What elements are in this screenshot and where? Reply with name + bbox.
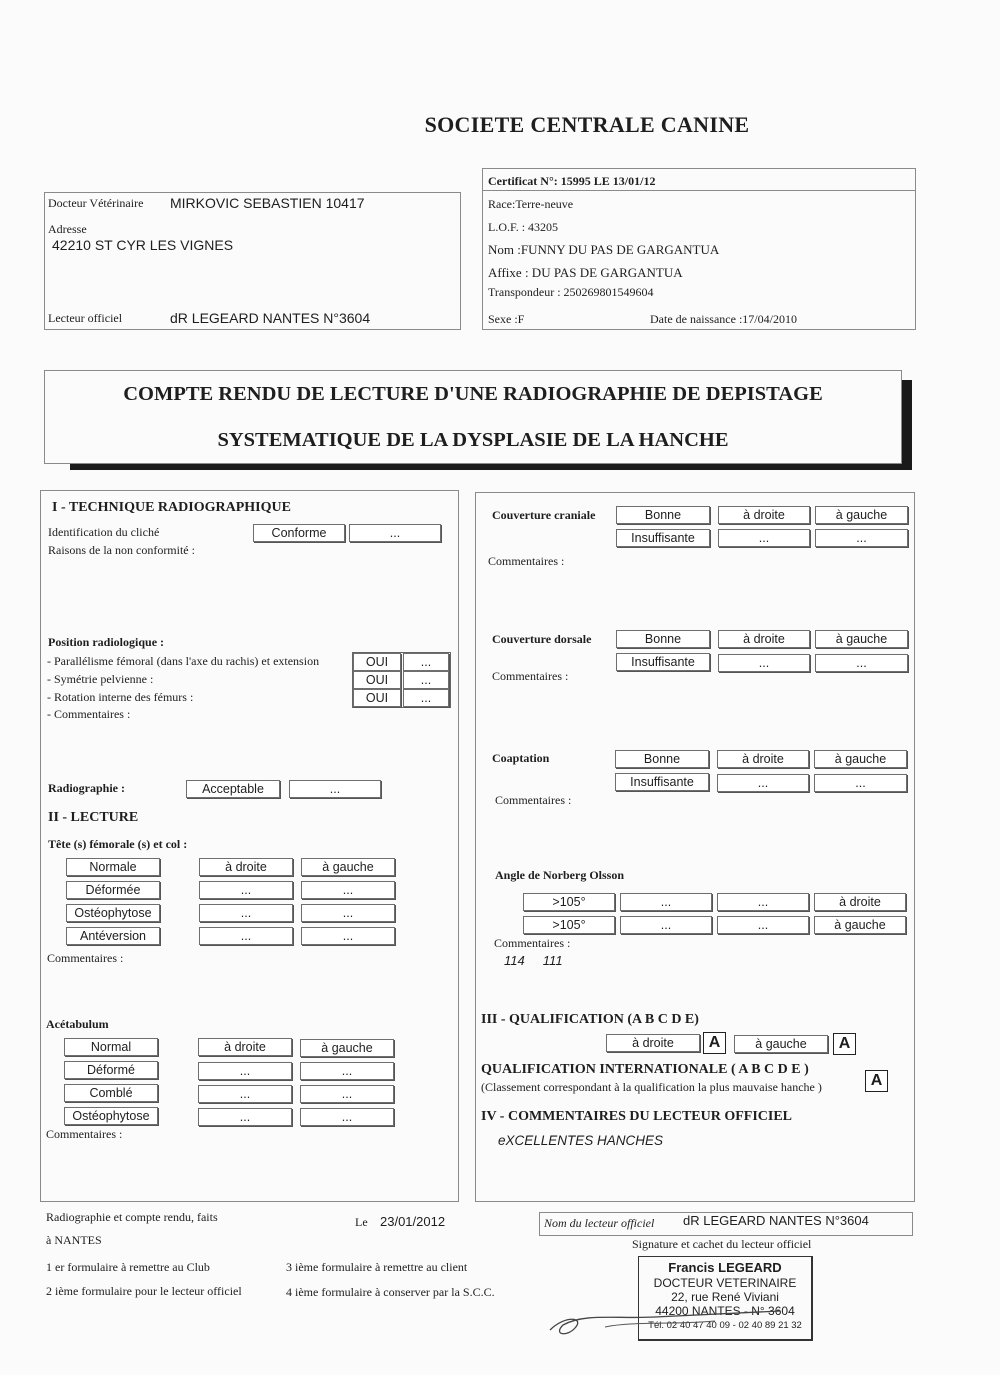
coaptation-right-2[interactable]: ...	[717, 774, 809, 792]
stamp-street: 22, rue René Viviani	[671, 1290, 779, 1304]
qualification-left-grade[interactable]: A	[833, 1033, 856, 1055]
form-3: 3 ième formulaire à remettre au client	[286, 1260, 468, 1274]
position-yes[interactable]: OUI	[353, 689, 401, 707]
tete-comments: Commentaires :	[47, 951, 124, 965]
position-row-label: - Rotation interne des fémurs :	[47, 690, 194, 704]
craniale-left[interactable]: à gauche	[815, 506, 908, 524]
tete-left[interactable]: ...	[301, 881, 395, 899]
coaptation-label: Coaptation	[492, 751, 550, 765]
technique-title: I - TECHNIQUE RADIOGRAPHIQUE	[52, 500, 291, 515]
banner-line-1: COMPTE RENDU DE LECTURE D'UNE RADIOGRAPHIE DE DEPISTAGE	[123, 383, 823, 405]
identification-other[interactable]: ...	[349, 524, 441, 542]
acetabulum-left[interactable]: ...	[300, 1085, 394, 1103]
qualification-left-label: à gauche	[734, 1035, 828, 1053]
acetabulum-option[interactable]: Comblé	[64, 1084, 158, 1102]
dorsale-comments: Commentaires :	[492, 669, 569, 683]
acetabulum-right[interactable]: ...	[198, 1062, 292, 1080]
form-4: 4 ième formulaire à conserver par la S.C.C.	[286, 1285, 495, 1299]
qualification-title: III - QUALIFICATION (A B C D E)	[481, 1012, 699, 1027]
position-row-label: - Parallélisme fémoral (dans l'axe du rachis) et extension	[47, 654, 320, 668]
position-yes[interactable]: OUI	[353, 653, 401, 671]
certificate-lof: L.O.F. : 43205	[488, 220, 559, 234]
craniale-label: Couverture craniale	[492, 508, 596, 522]
stamp-city: 44200 NANTES - N° 3604	[655, 1304, 795, 1318]
certificate-birthdate: Date de naissance :17/04/2010	[650, 312, 797, 326]
coaptation-bonne[interactable]: Bonne	[615, 750, 709, 768]
craniale-right[interactable]: à droite	[718, 506, 810, 524]
document-title: SOCIETE CENTRALE CANINE	[424, 112, 750, 137]
dorsale-left[interactable]: à gauche	[815, 630, 908, 648]
position-other[interactable]: ...	[403, 653, 449, 671]
banner	[44, 370, 902, 464]
acetabulum-left[interactable]: ...	[300, 1062, 394, 1080]
position-other[interactable]: ...	[403, 689, 449, 707]
acetabulum-title: Acétabulum	[46, 1017, 109, 1031]
raisons-label: Raisons de la non conformité :	[48, 543, 195, 557]
intl-qualification-grade[interactable]: A	[865, 1070, 888, 1092]
reader-label: Lecteur officiel	[48, 311, 123, 325]
acetabulum-left[interactable]: à gauche	[300, 1039, 394, 1057]
lecture-title: II - LECTURE	[48, 810, 139, 825]
tete-option[interactable]: Antéversion	[66, 927, 160, 945]
stamp-title: DOCTEUR VETERINAIRE	[653, 1276, 797, 1290]
craniale-left-2[interactable]: ...	[815, 529, 908, 547]
norberg-side[interactable]: à droite	[814, 893, 906, 911]
coaptation-right[interactable]: à droite	[717, 750, 809, 768]
dorsale-bonne[interactable]: Bonne	[616, 630, 710, 648]
tete-right[interactable]: ...	[199, 881, 293, 899]
tete-left[interactable]: ...	[301, 904, 395, 922]
norberg-angle[interactable]: >105°	[523, 893, 615, 911]
norberg-angle[interactable]: >105°	[523, 916, 615, 934]
certificate-sexe: Sexe :F	[488, 312, 525, 326]
certificate-race: Race:Terre-neuve	[488, 197, 574, 211]
craniale-comments: Commentaires :	[488, 554, 565, 568]
intl-qualification-note: (Classement correspondant à la qualification la plus mauvaise hanche )	[481, 1080, 822, 1094]
reader-value: dR LEGEARD NANTES N°3604	[170, 310, 371, 326]
acetabulum-comments: Commentaires :	[46, 1127, 123, 1141]
norberg-label: Angle de Norberg Olsson	[495, 868, 624, 882]
official-comments-title: IV - COMMENTAIRES DU LECTEUR OFFICIEL	[481, 1109, 793, 1124]
report-place: à NANTES	[46, 1233, 102, 1247]
right-panel	[475, 492, 915, 1202]
form-1: 1 er formulaire à remettre au Club	[46, 1260, 210, 1274]
radiographie-other[interactable]: ...	[289, 780, 381, 798]
handwritten-signature	[545, 1295, 815, 1345]
norberg-side[interactable]: à gauche	[814, 916, 906, 934]
intl-qualification-title: QUALIFICATION INTERNATIONALE ( A B C D E )	[481, 1062, 809, 1077]
norberg-option[interactable]: ...	[620, 916, 712, 934]
dorsale-insuffisante[interactable]: Insuffisante	[616, 653, 710, 671]
address-value: 42210 ST CYR LES VIGNES	[52, 237, 234, 253]
tete-right[interactable]: ...	[199, 927, 293, 945]
coaptation-left[interactable]: à gauche	[814, 750, 907, 768]
stamp-name: Francis LEGEARD	[668, 1260, 782, 1275]
signature-label: Signature et cachet du lecteur officiel	[632, 1237, 812, 1251]
acetabulum-right[interactable]: ...	[198, 1108, 292, 1126]
tete-option[interactable]: Déformée	[66, 881, 160, 899]
identification-label: Identification du cliché	[48, 525, 160, 539]
position-other[interactable]: ...	[403, 671, 449, 689]
dorsale-right-2[interactable]: ...	[718, 654, 810, 672]
coaptation-left-2[interactable]: ...	[814, 774, 907, 792]
address-label: Adresse	[48, 222, 87, 236]
le-label: Le	[355, 1215, 368, 1229]
dorsale-label: Couverture dorsale	[492, 632, 592, 646]
tete-title: Tête (s) fémorale (s) et col :	[48, 837, 188, 851]
report-date: 23/01/2012	[380, 1214, 446, 1229]
doctor-label: Docteur Vétérinaire	[48, 196, 144, 210]
banner-line-2: SYSTEMATIQUE DE LA DYSPLASIE DE LA HANCHE	[217, 429, 729, 451]
craniale-insuffisante[interactable]: Insuffisante	[616, 529, 710, 547]
qualification-right-label: à droite	[606, 1034, 700, 1052]
certificate-name: Nom :FUNNY DU PAS DE GARGANTUA	[488, 242, 720, 257]
reader-name-value: dR LEGEARD NANTES N°3604	[683, 1213, 869, 1228]
position-yes[interactable]: OUI	[353, 671, 401, 689]
official-comments-value: eXCELLENTES HANCHES	[498, 1133, 664, 1148]
identification-conforme[interactable]: Conforme	[253, 524, 345, 542]
form-2: 2 ième formulaire pour le lecteur officiel	[46, 1284, 242, 1298]
position-title: Position radiologique :	[48, 635, 165, 649]
tete-left[interactable]: à gauche	[301, 858, 395, 876]
acetabulum-right[interactable]: à droite	[198, 1038, 292, 1056]
norberg-comments: Commentaires :	[494, 936, 571, 950]
acetabulum-option[interactable]: Ostéophytose	[64, 1107, 158, 1125]
norberg-option[interactable]: ...	[620, 893, 712, 911]
doctor-value: MIRKOVIC SEBASTIEN 10417	[170, 195, 365, 211]
dorsale-left-2[interactable]: ...	[815, 654, 908, 672]
norberg-values: 114 111	[504, 953, 563, 968]
craniale-bonne[interactable]: Bonne	[616, 506, 710, 524]
tete-right[interactable]: ...	[199, 904, 293, 922]
craniale-right-2[interactable]: ...	[718, 529, 810, 547]
radiographie-label: Radiographie :	[48, 781, 126, 795]
tete-option[interactable]: Ostéophytose	[66, 904, 160, 922]
acetabulum-option[interactable]: Déformé	[64, 1061, 158, 1079]
norberg-option[interactable]: ...	[717, 916, 809, 934]
tete-option[interactable]: Normale	[66, 858, 160, 876]
stamp-phone: Tél. 02 40 47 40 09 - 02 40 89 21 32	[648, 1320, 802, 1331]
acetabulum-option[interactable]: Normal	[64, 1038, 158, 1056]
certificate-transpondeur: Transpondeur : 250269801549604	[488, 285, 654, 299]
reader-name-label: Nom du lecteur officiel	[544, 1216, 655, 1230]
faits-label: Radiographie et compte rendu, faits	[46, 1210, 218, 1224]
coaptation-insuffisante[interactable]: Insuffisante	[615, 773, 709, 791]
coaptation-comments: Commentaires :	[495, 793, 572, 807]
acetabulum-right[interactable]: ...	[198, 1085, 292, 1103]
tete-left[interactable]: ...	[301, 927, 395, 945]
position-comments: - Commentaires :	[47, 707, 131, 721]
qualification-right-grade[interactable]: A	[703, 1032, 726, 1054]
norberg-option[interactable]: ...	[717, 893, 809, 911]
tete-right[interactable]: à droite	[199, 858, 293, 876]
certificate-number: Certificat N°: 15995 LE 13/01/12	[488, 174, 656, 188]
dorsale-right[interactable]: à droite	[718, 630, 810, 648]
position-row-label: - Symétrie pelvienne :	[47, 672, 154, 686]
radiographie-acceptable[interactable]: Acceptable	[186, 780, 280, 798]
certificate-affixe: Affixe : DU PAS DE GARGANTUA	[488, 265, 683, 280]
acetabulum-left[interactable]: ...	[300, 1108, 394, 1126]
